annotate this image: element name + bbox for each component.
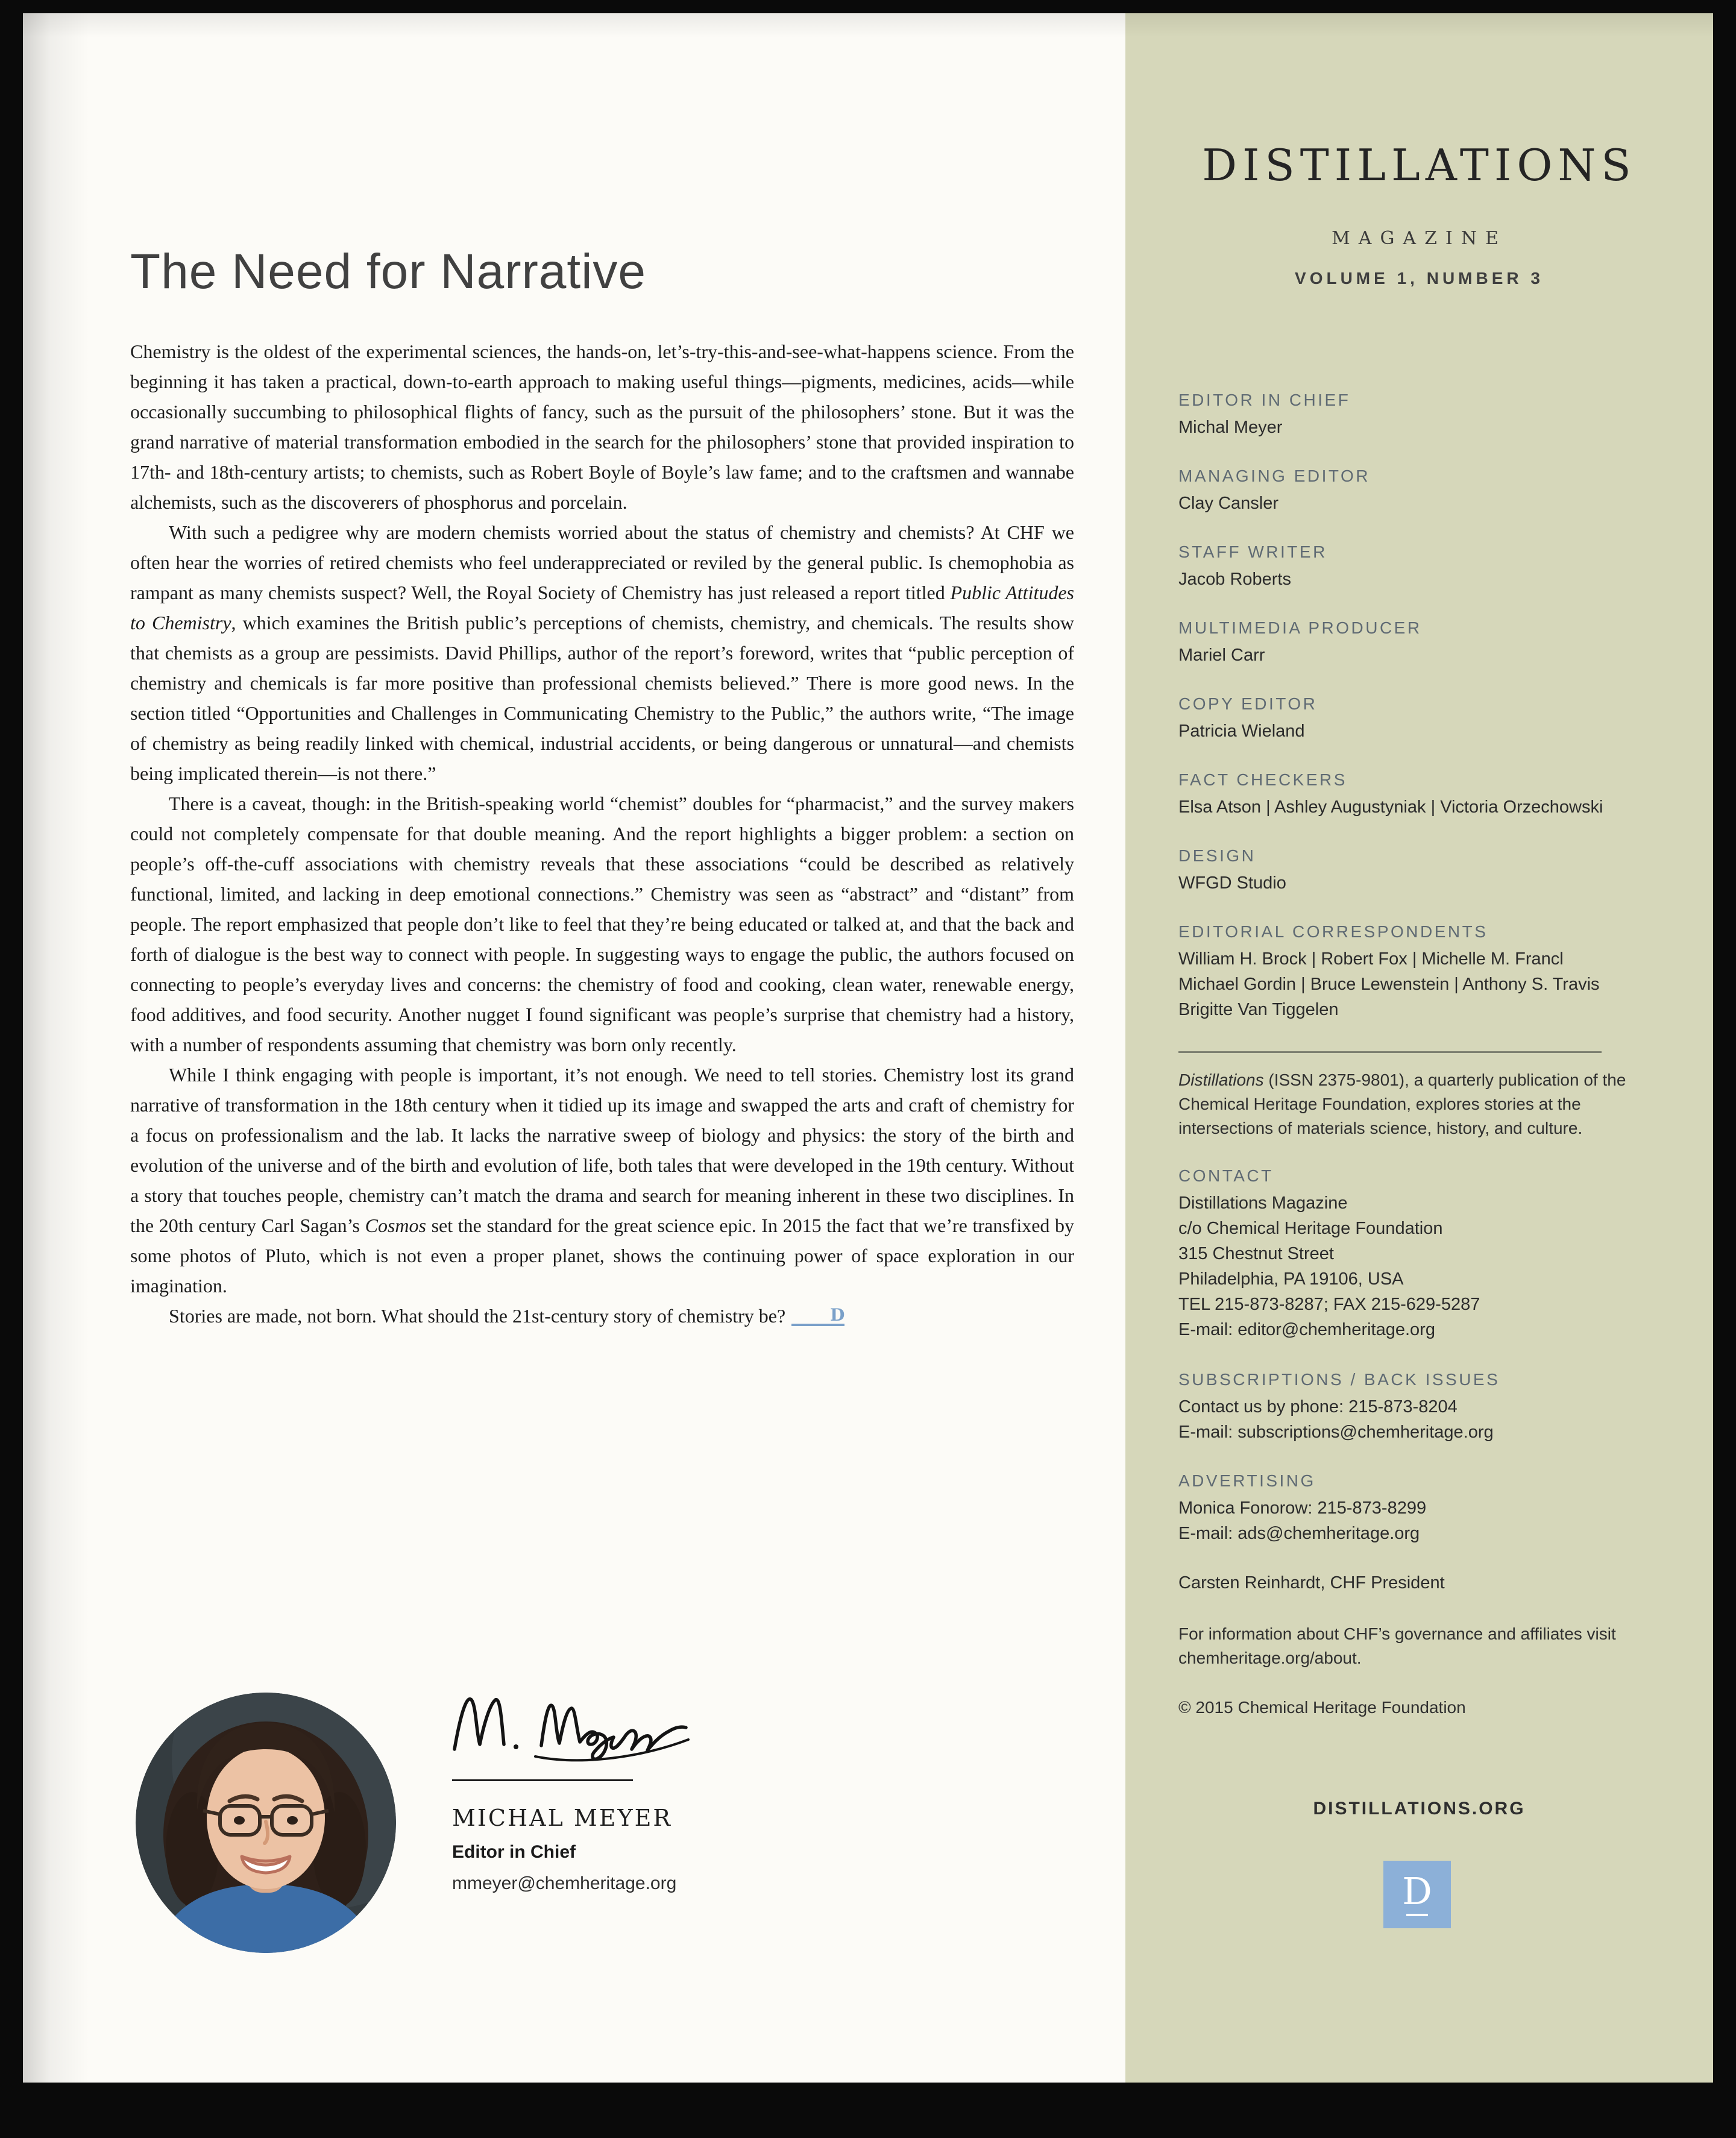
contact-block — [1178, 1166, 1665, 1342]
logo-letter: D — [1402, 1869, 1432, 1913]
paragraph — [130, 517, 1074, 788]
staff-role: FACT CHECKERS — [1178, 770, 1347, 789]
contact-line: 315 Chestnut Street — [1178, 1244, 1334, 1263]
staff-entry — [1178, 770, 1665, 820]
report-title-italic: Public Attitudes to Chemistry — [130, 582, 1075, 634]
masthead-sidebar — [1125, 13, 1713, 2083]
staff-name: Brigitte Van Tiggelen — [1178, 1000, 1339, 1019]
paragraph-text: Chemistry is the oldest of the experimental sciences, the hands-on, let’s-try-this-and-see-what-happens science. From the beginning it has taken a practical, down-to-earth approach to making useful things—pigments, medicines, acids—while occasionally succumbing to philosophical flights of fancy, such as the pursuit of the philosophers’ stone. But it was the grand narrative of material transformation embodied in the search for the philosophers’ stone that provided inspiration to 17th- and 18th-century artists; to chemists, such as Robert Boyle of Boyle’s law fame; and to the craftsmen and wannabe alchemists, such as the discoverers of phosphorus and porcelain. — [130, 341, 1074, 513]
paragraph-text: set the standard for the great science epic. In 2015 the fact that we’re transfixed by some photos of Pluto, which is not even a proper planet, shows the continuing power of space exploration in our imagination. — [130, 1215, 1075, 1297]
staff-role: MULTIMEDIA PRODUCER — [1178, 618, 1422, 637]
magazine-name-italic: Distillations — [1178, 1071, 1264, 1089]
website-url: DISTILLATIONS.ORG — [1313, 1799, 1526, 1819]
michal-meyer-photo — [136, 1693, 396, 1953]
staff-role: DESIGN — [1178, 846, 1256, 865]
article-body — [130, 336, 1074, 1331]
end-of-article-mark: D — [791, 1307, 844, 1326]
author-email: mmeyer@chemheritage.org — [452, 1873, 677, 1893]
staff-role: COPY EDITOR — [1178, 694, 1318, 713]
staff-entry — [1178, 846, 1665, 896]
staff-entry — [1178, 542, 1665, 592]
signature-rule — [452, 1779, 633, 1781]
paragraph-text: There is a caveat, though: in the British-speaking world “chemist” doubles for “pharmacist,” and the survey makers could not completely compensate for that double meaning. And the report highlights a bigger problem: a section on people’s off-the-cuff associations with chemistry reveals that these associations “could be described as relatively functional, limited, and lacking in deep emotional connections.” Chemistry was seen as “abstract” and “distant” from people. The report emphasized that people don’t like to feel that they’re being educated or talked at, and that the back and forth of dialogue is the best way to connect with people. In suggesting ways to engage the public, the authors focused on connecting to people’s everyday lives and concerns: the chemistry of food and cooking, clean water, renewable energy, food additives, and food security. Another nugget I found significant was people’s surprise that chemistry had a history, with a number of respondents assuming that chemistry was born only recently. — [130, 793, 1074, 1055]
magazine-brand-type: MAGAZINE — [1332, 228, 1507, 249]
paragraph — [130, 1060, 1074, 1301]
paragraph-text: , which examines the British public’s perceptions of chemists, chemistry, and chemicals. The results show that chemists as a group are pessimists. David Phillips, author of the report’s foreword, writes that “public perception of chemistry and chemicals is far more positive than professional chemists believed.” There is more good news. In the section titled “Opportunities and Challenges in Communicating Chemistry to the Public,” the authors write, “The image of chemistry as being readily linked with chemical, industrial accidents, or being dangerous or unnatural—and chemists being implicated therein—is not there.” — [130, 612, 1075, 784]
sidebar-divider — [1178, 1051, 1602, 1053]
portrait-illustration — [136, 1693, 396, 1953]
paragraph — [130, 1301, 1074, 1331]
advertising-block — [1178, 1471, 1665, 1546]
staff-name: Michael Gordin | Bruce Lewenstein | Anthony S. Travis — [1178, 975, 1600, 994]
issue-number: VOLUME 1, NUMBER 3 — [1295, 269, 1544, 288]
advertising-email: E-mail: ads@chemheritage.org — [1178, 1524, 1420, 1543]
staff-entry — [1178, 922, 1665, 1022]
subscriptions-block — [1178, 1370, 1665, 1445]
governance-note: For information about CHF’s governance and affiliates visit chemheritage.org/about. — [1178, 1624, 1616, 1667]
staff-role: EDITOR IN CHIEF — [1178, 391, 1351, 409]
staff-list — [1178, 391, 1665, 1049]
paragraph-text: Stories are made, not born. What should the 21st-century story of chemistry be? — [169, 1305, 786, 1327]
page-spine-shadow — [23, 13, 89, 2083]
advertising-line: Monica Fonorow: 215-873-8299 — [1178, 1498, 1427, 1518]
staff-name: William H. Brock | Robert Fox | Michelle M. Francl — [1178, 949, 1564, 969]
staff-role: EDITORIAL CORRESPONDENTS — [1178, 922, 1488, 941]
distillations-logo — [1383, 1861, 1451, 1928]
magazine-brand: DISTILLATIONS — [1202, 140, 1637, 190]
contact-heading: CONTACT — [1178, 1166, 1274, 1185]
paragraph-text: While I think engaging with people is important, it’s not enough. We need to tell stories. Chemistry lost its grand narrative of transformation in the 18th century when it tidied up its image and swapped the arts and craft of chemistry for a focus on professionalism and the lab. It lacks the narrative sweep of biology and physics: the story of the birth and evolution of the universe and of the birth and evolution of life, both tales that were developed in the 19th century. Without a story that touches people, chemistry can’t match the drama and search for meaning inherent in these two disciplines. In the 20th century Carl Sagan’s — [130, 1064, 1074, 1236]
staff-name: Jacob Roberts — [1178, 570, 1291, 589]
staff-role: STAFF WRITER — [1178, 542, 1327, 561]
copyright-line: © 2015 Chemical Heritage Foundation — [1178, 1698, 1466, 1717]
contact-line: TEL 215-873-8287; FAX 215-629-5287 — [1178, 1295, 1480, 1314]
logo-underline — [1406, 1914, 1428, 1916]
staff-entry — [1178, 391, 1665, 440]
staff-name: WFGD Studio — [1178, 873, 1286, 893]
advertising-heading: ADVERTISING — [1178, 1471, 1316, 1490]
subscriptions-heading: SUBSCRIPTIONS / BACK ISSUES — [1178, 1370, 1500, 1389]
staff-name: Clay Cansler — [1178, 494, 1278, 513]
article-title: The Need for Narrative — [130, 244, 647, 299]
contact-email: E-mail: editor@chemheritage.org — [1178, 1320, 1435, 1339]
issn-note — [1178, 1068, 1661, 1140]
subscriptions-line: Contact us by phone: 215-873-8204 — [1178, 1397, 1458, 1416]
staff-name: Patricia Wieland — [1178, 722, 1305, 741]
book-title-italic: Cosmos — [365, 1215, 426, 1236]
paragraph-text: With such a pedigree why are modern chemists worried about the status of chemistry and chemists? At CHF we often hear the worries of retired chemists who feel underappreciated or reviled by the general public. Is chemophobia as rampant as many chemists suspect? Well, the Royal Society of Chemistry has just released a report titled — [130, 521, 1074, 603]
staff-name: Elsa Atson | Ashley Augustyniak | Victoria Orzechowski — [1178, 797, 1603, 817]
contact-line: Philadelphia, PA 19106, USA — [1178, 1269, 1404, 1289]
staff-role: MANAGING EDITOR — [1178, 467, 1371, 485]
signature — [445, 1682, 698, 1772]
author-role: Editor in Chief — [452, 1842, 576, 1862]
paragraph — [130, 788, 1074, 1060]
staff-name: Mariel Carr — [1178, 646, 1265, 665]
staff-entry — [1178, 694, 1665, 744]
author-name: MICHAL MEYER — [452, 1805, 672, 1831]
contact-line: c/o Chemical Heritage Foundation — [1178, 1219, 1443, 1238]
paragraph — [130, 336, 1074, 517]
issn-text: (ISSN 2375-9801), a quarterly publication of the Chemical Heritage Foundation, explores stories at the intersections of materials science, history, and culture. — [1178, 1071, 1626, 1137]
subscriptions-email: E-mail: subscriptions@chemheritage.org — [1178, 1423, 1494, 1442]
magazine-page — [23, 13, 1713, 2083]
staff-entry — [1178, 467, 1665, 516]
staff-entry — [1178, 618, 1665, 668]
contact-line: Distillations Magazine — [1178, 1193, 1348, 1213]
staff-name: Michal Meyer — [1178, 418, 1283, 437]
president-line: Carsten Reinhardt, CHF President — [1178, 1573, 1445, 1592]
